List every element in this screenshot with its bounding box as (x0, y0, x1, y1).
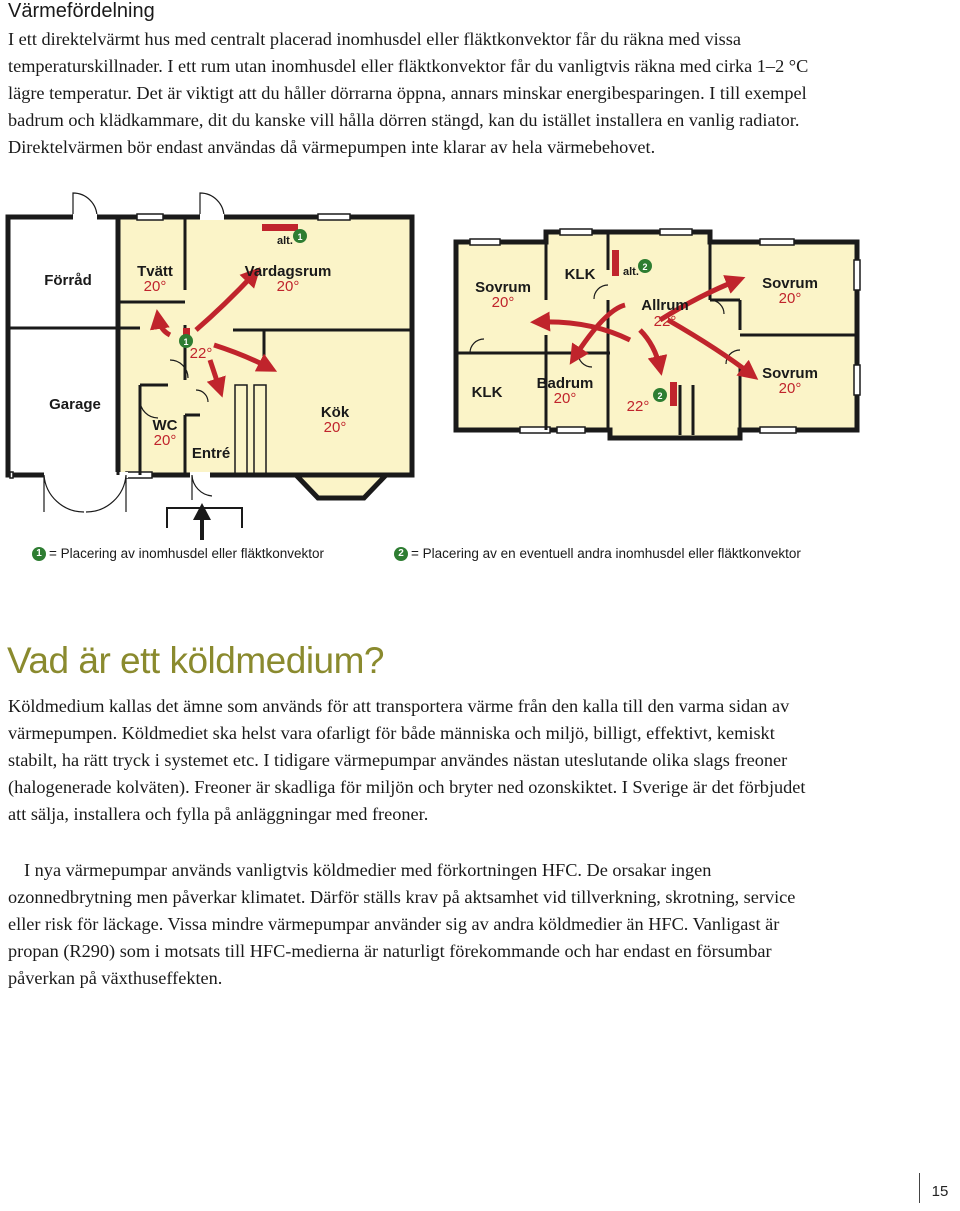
alt-label-1: alt. (277, 235, 293, 247)
room-entre: Entré (191, 445, 231, 462)
room-badrum: Badrum (536, 375, 594, 392)
room-tvatt: Tvätt (137, 263, 173, 280)
room-klk-2: KLK (471, 384, 503, 401)
right-house (456, 229, 860, 438)
left-house (8, 193, 412, 540)
room-sovrum-3: Sovrum (762, 365, 818, 382)
legend-item-2 (394, 546, 801, 561)
legend-number-1: 1 (32, 547, 46, 561)
legend-number-2: 2 (394, 547, 408, 561)
room-garage: Garage (49, 396, 101, 413)
marker-number-1-hall: 1 (183, 337, 189, 347)
refrigerant-paragraph-2: I nya värmepumpar används vanligtvis köldmedier med förkortningen HFC. De orsakar ingen ozonnedbrytning men påverkar klimatet. Därför ställs krav på aktsamhet vid tillverkning, skrotning, service eller risk för läckage. Vissa mindre värmepumpar använder sig av andra köldmedier än HFC. Vanligast är propan (R290) som i motsats till HFC-medierna är naturligt förekommande och har endast en försumbar påverkan på växthuseffekten. (8, 860, 796, 988)
legend-item-1 (32, 546, 324, 561)
legend-text-2: = Placering av en eventuell andra inomhusdel eller fläktkonvektor (411, 546, 801, 561)
room-allrum-temp: 22° (653, 313, 677, 330)
room-vardagsrum-temp: 20° (276, 278, 300, 295)
room-klk-1: KLK (564, 266, 596, 283)
room-allrum: Allrum (641, 297, 689, 314)
room-sovrum-2-temp: 20° (778, 290, 802, 307)
room-kok: Kök (320, 404, 350, 421)
refrigerant-paragraph-1: Köldmedium kallas det ämne som används för att transportera värme från den kalla till den varma sidan av värmepumpen. Köldmediet ska helst vara ofarligt för både människa och miljö, billigt, effektivt, kemiskt stabilt, ha rätt tryck i systemet etc. I tidigare värmepumpar användes nästan uteslutande olika slags freoner (halogenerade kolväten). Freoner är skadliga för miljön och bryter ned ozonskiktet. I Sverige är det förbjudet att sälja, installera och fylla på anläggningar med freoner. (8, 696, 806, 824)
hall-temp: 22° (189, 345, 213, 362)
room-forrad: Förråd (44, 272, 92, 289)
intro-paragraph: I ett direktelvärmt hus med centralt placerad inomhusdel eller fläktkonvektor får du räkna med vissa temperaturskillnader. I ett rum utan inomhusdel eller fläktkonvektor får du vanligtvis räkna med cirka 1–2 °C lägre temperatur. Det är viktigt att du håller dörrarna öppna, annars minskar energibesparingen. I till exempel badrum och klädkammare, dit du kanske vill hålla dörren stängd, kan du istället installera en vanlig radiator. Direktelvärmen bör endast användas då värmepumpen inte klarar av hela värmebehovet. (8, 29, 809, 157)
room-sovrum-3-temp: 20° (778, 380, 802, 397)
room-wc-temp: 20° (153, 432, 177, 449)
room-badrum-temp: 20° (553, 390, 577, 407)
page-number: 15 (919, 1173, 960, 1203)
marker-number-2-hall: 2 (657, 391, 663, 401)
room-vardagsrum: Vardagsrum (244, 263, 332, 280)
marker-number-2-alt: 2 (642, 262, 648, 272)
room-tvatt-temp: 20° (143, 278, 167, 295)
hall-2-temp: 22° (626, 398, 650, 415)
room-sovrum-2: Sovrum (762, 275, 818, 292)
room-sovrum-1-temp: 20° (491, 294, 515, 311)
section-title-heat-distribution: Värmefördelning (8, 0, 155, 22)
alt-label-2: alt. (623, 266, 639, 278)
room-wc: WC (152, 417, 178, 434)
marker-number-1-alt: 1 (297, 232, 303, 242)
section-title-refrigerant: Vad är ett köldmedium? (7, 640, 385, 681)
room-kok-temp: 20° (323, 419, 347, 436)
legend-text-1: = Placering av inomhusdel eller fläktkonvektor (49, 546, 325, 561)
room-sovrum-1: Sovrum (475, 279, 531, 296)
